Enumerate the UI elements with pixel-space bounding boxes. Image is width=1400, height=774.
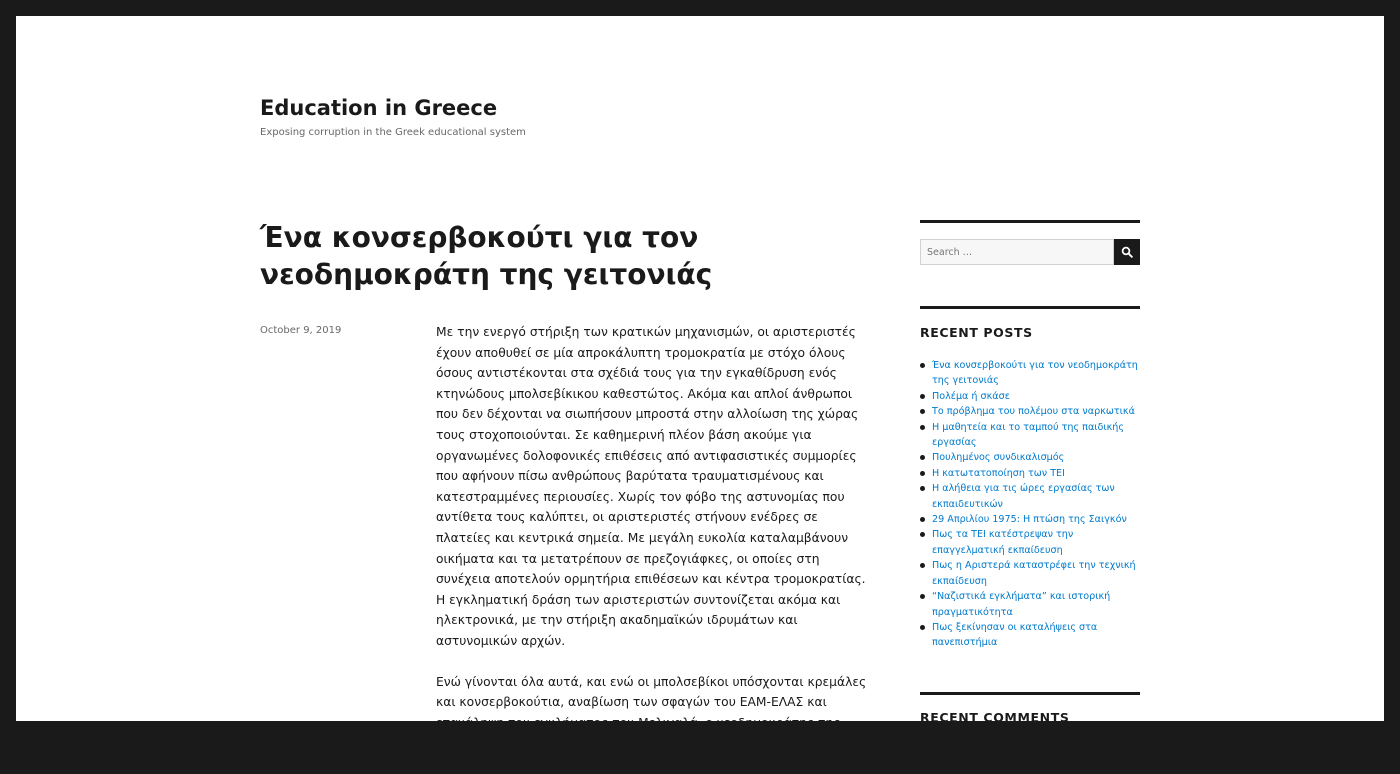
recent-post-link[interactable]: Ένα κονσερβοκούτι για τον νεοδημοκράτη της γειτονιάς [932, 360, 1138, 387]
recent-post-item [920, 481, 1140, 512]
recent-post-item [920, 620, 1140, 651]
recent-comments-title: RECENT COMMENTS [920, 709, 1070, 725]
post-content [436, 322, 876, 774]
recent-post-item [920, 527, 1140, 558]
widget-divider [920, 692, 1140, 695]
recent-post-item [920, 358, 1140, 389]
recent-post-link[interactable]: Η κατωτατοποίηση των ΤΕΙ [932, 467, 1065, 479]
post-paragraph: Με την ενεργό στήριξη των κρατικών μηχανισμών, οι αριστεριστές έχουν αποθυθεί σε μία απροκάλυπτη τρομοκρατία με στόχο όλους όσους αντιστέκονται στα σχέδιά τους για την εγκαθίδρυση ενός κτηνώδους μπολσεβίκικου καθεστώτος. Ακόμα και απλοί άνθρωποι που δεν δέχονται να σιωπήσουν μπροστά στην αλλοίωση της χώρας τους στοχοποιούνται. Σε καθημερινή πλέον βάση ακούμε για οργανωμένες δολοφονικές επιθέσεις από αντιφασιστικές συμμορίες που αφήνουν πίσω ανθρώπους βαρύτατα τραυματισμένους και κατεστραμμένες περιουσίες. Χωρίς τον φόβο της αστυνομίας που αντίθετα τους καλύπτει, οι αριστεριστές στήνουν ενέδρες σε πλατείες και κεντρικά σημεία. Με μεγάλη ευκολία καταλαμβάνουν οικήματα και τα μετατρέπουν σε πρεζογιάφκες, οι οποίες στη συνέχεια αποτελούν ορμητήρια επιθέσεων και κέντρα τρομοκρατίας. Η εγκληματική δράση των αριστεριστών συντονίζεται ακόμα και ηλεκτρονικά, με την στήριξη ακαδημαϊκών ιδρυμάτων και αστυνομικών αρχών. [436, 325, 866, 648]
recent-post-link[interactable]: Πουλημένος συνδικαλισμός [932, 452, 1065, 464]
page-frame [16, 16, 1384, 751]
search-input[interactable] [920, 239, 1114, 265]
recent-posts-title: RECENT POSTS [920, 325, 1033, 340]
recent-post-link[interactable]: Η αλήθεια για τις ώρες εργασίας των εκπαιδευτικών [932, 483, 1115, 510]
recent-post-item [920, 420, 1140, 451]
recent-post-link[interactable]: 29 Απριλίου 1975: Η πτώση της Σαιγκόν [932, 514, 1127, 526]
post-paragraph: Ενώ γίνονται όλα αυτά, και ενώ οι μπολσεβίκοι υπόσχονται κρεμάλες και κονσερβοκούτια, αναβίωση των σφαγών του ΕΑΜ-ΕΛΑΣ και επανάληψη του εγκλήματος του Μελιγαλά, ο νεοδημοκράτης της γειτονιάς σου δεν [436, 674, 867, 751]
recent-post-link[interactable]: “Ναζιστικά εγκλήματα” και ιστορική πραγματικότητα [932, 591, 1111, 618]
recent-post-item [920, 558, 1140, 589]
post-date[interactable]: October 9, 2019 [260, 325, 342, 336]
sidebar [920, 220, 1140, 743]
recent-post-link[interactable]: Πως ξεκίνησαν οι καταλήψεις στα πανεπιστήμια [932, 621, 1098, 649]
recent-post-item [920, 404, 1140, 419]
widget-divider [920, 306, 1140, 309]
recent-post-link[interactable]: Πως η Αριστερά καταστρέφει την τεχνική εκπαίδευση [932, 560, 1136, 587]
recent-posts-list [920, 358, 1140, 651]
recent-post-link[interactable]: Πολέμα ή σκάσε [932, 390, 1010, 402]
recent-post-link[interactable]: Πως τα ΤΕΙ κατέστρεψαν την επαγγελματική εκπαίδευση [932, 529, 1074, 556]
search-form [920, 239, 1140, 265]
recent-post-item [920, 512, 1140, 527]
recent-post-item [920, 466, 1140, 481]
search-button[interactable] [1114, 239, 1140, 265]
site-description: Exposing corruption in the Greek educational system [260, 127, 526, 138]
recent-post-link[interactable]: Το πρόβλημα του πολέμου στα ναρκωτικά [932, 406, 1135, 418]
recent-post-link[interactable]: Η μαθητεία και το ταμπού της παιδικής εργασίας [932, 421, 1125, 449]
site-title[interactable]: Education in Greece [260, 96, 498, 120]
post-title: Ένα κονσερβοκούτι για τον νεοδημοκράτη της γειτονιάς [260, 221, 713, 291]
recent-post-item [920, 450, 1140, 465]
search-icon [1121, 246, 1133, 258]
recent-post-item [920, 389, 1140, 404]
widget-divider [920, 220, 1140, 223]
recent-post-item [920, 589, 1140, 620]
